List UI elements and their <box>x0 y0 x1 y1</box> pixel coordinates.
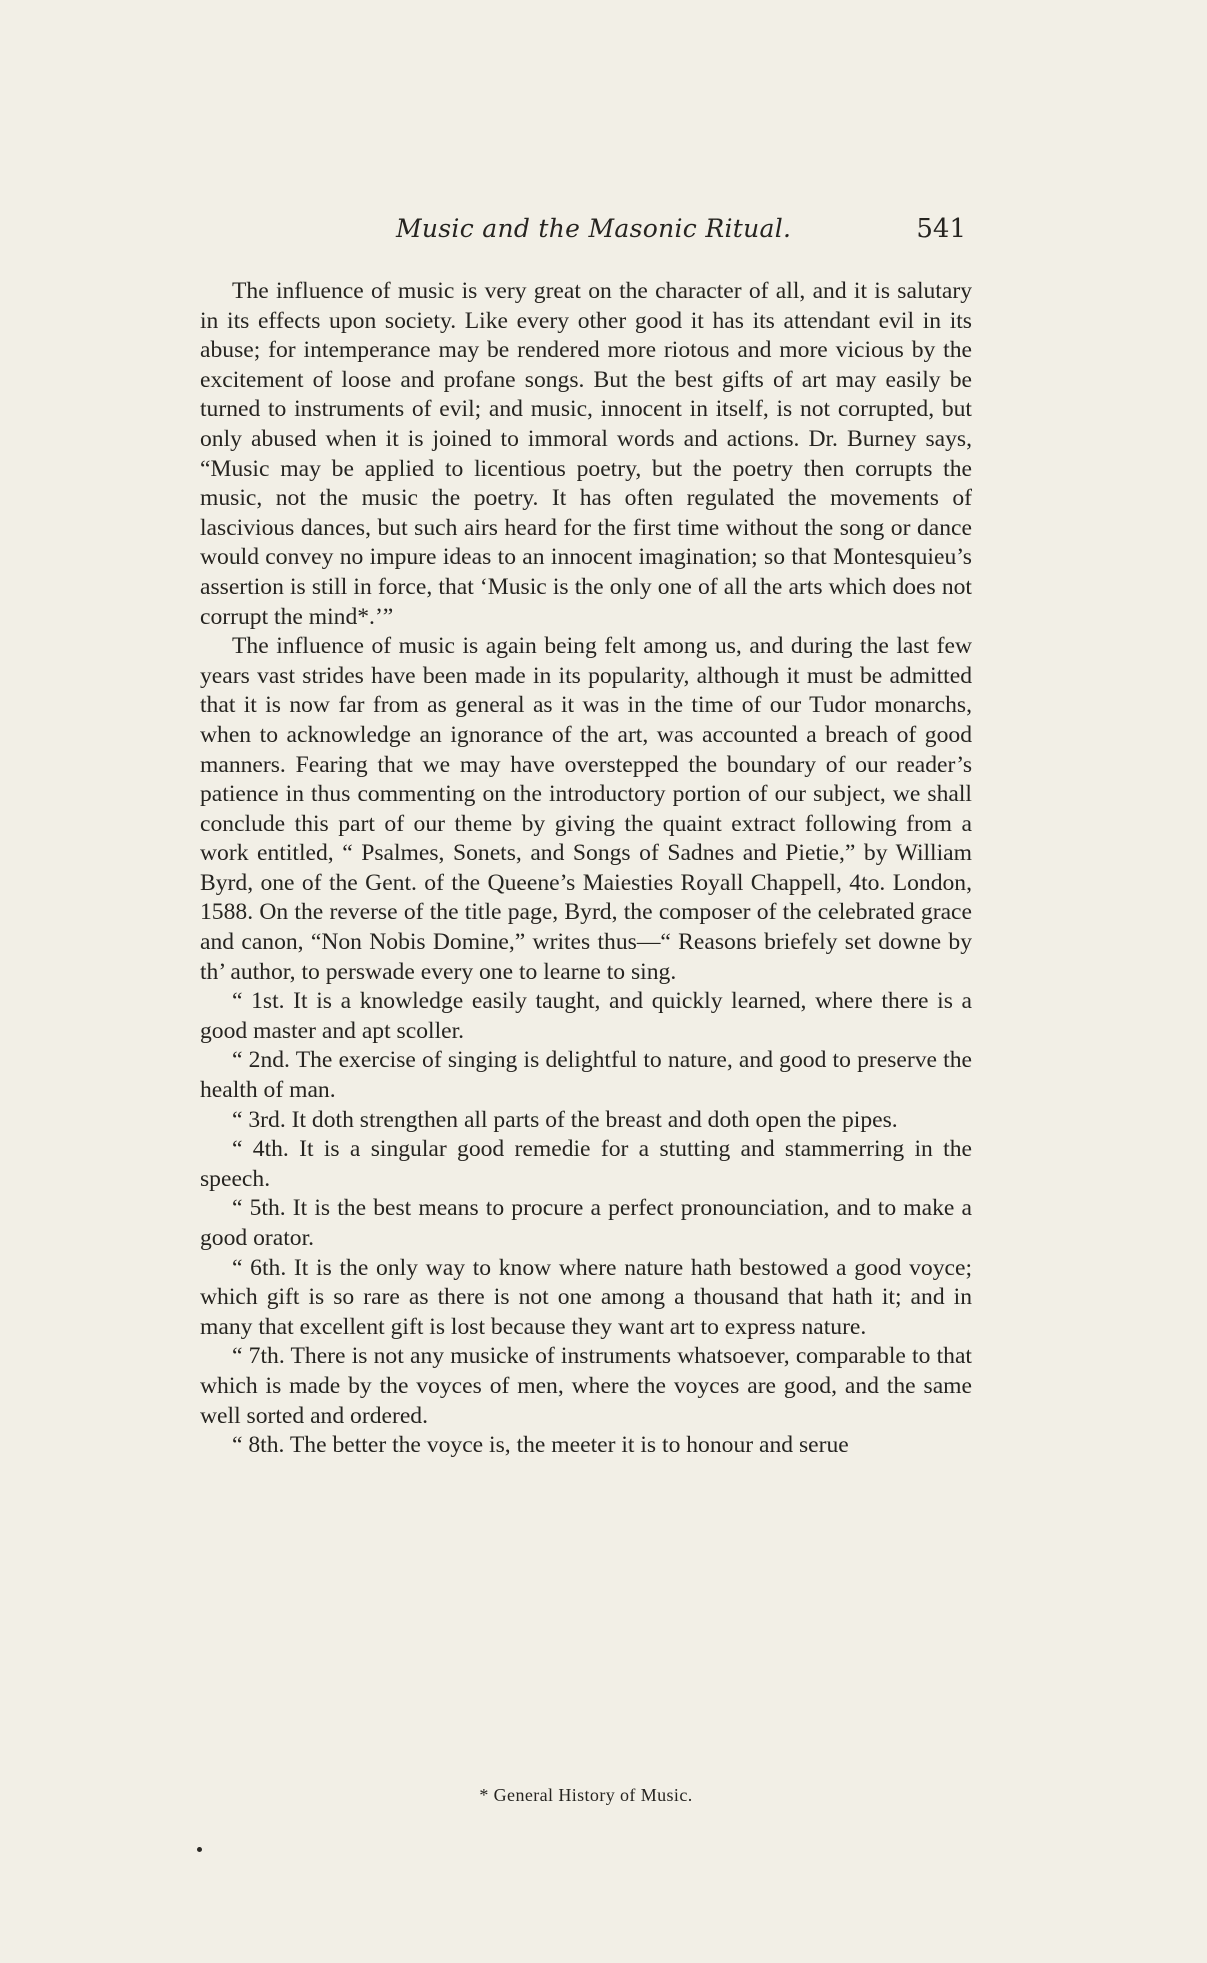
running-head <box>396 214 966 254</box>
list-item: “ 7th. There is not any musicke of instruments whatsoever, comparable to that which is made by the voyces of men, where the voyces are good, and the same well sorted and ordered. <box>200 1343 972 1429</box>
list-item: “ 6th. It is the only way to know where nature hath bestowed a good voyce; which gift is so rare as there is not one among a thousand that hath it; and in many that excellent gift is lost because they want art to express nature. <box>200 1254 972 1340</box>
body-text <box>200 277 972 1461</box>
list-item: “ 2nd. The exercise of singing is delightful to nature, and good to preserve the health of man. <box>200 1047 972 1104</box>
list-item: “ 8th. The better the voyce is, the meeter it is to honour and serue <box>232 1432 849 1459</box>
page-number: 541 <box>916 214 966 244</box>
paragraph: The influence of music is again being felt among us, and during the last few years vast strides have been made in its popularity, although it must be admitted that it is now far from as general as it was in the time of our Tudor monarchs, when to acknowledge an ignorance of the art, was accounted a breach of good manners. Fearing that we may have overstepped the boundary of our reader’s patience in thus commenting on the introductory portion of our subject, we shall conclude this part of our theme by giving the quaint extract following from a work entitled, “ Psalmes, Sonets, and Songs of Sadnes and Pietie,” by William Byrd, one of the Gent. of the Queene’s Maiesties Royall Chappell, 4to. London, 1588. On the reverse of the title page, Byrd, the composer of the celebrated grace and canon, “Non Nobis Domine,” writes thus—“ Reasons briefely set downe by th’ author, to perswade every one to learne to sing. <box>200 633 972 985</box>
list-item: “ 1st. It is a knowledge easily taught, and quickly learned, where there is a good master and apt scoller. <box>200 988 972 1044</box>
list-item: “ 5th. It is the best means to procure a perfect pronounciation, and to make a good orator. <box>200 1195 972 1251</box>
list-item: “ 4th. It is a singular good remedie for a stutting and stammerring in the speech. <box>200 1136 972 1192</box>
footnote: * General History of Music. <box>479 1785 693 1805</box>
list-item: “ 3rd. It doth strengthen all parts of the breast and doth open the pipes. <box>232 1106 898 1133</box>
paragraph: The influence of music is very great on the character of all, and it is salutary in its effects upon society. Like every other good it has its attendant evil in its abuse; for intemperance may be rendered more riotous and more vicious by the excitement of loose and profane songs. But the best gifts of art may easily be turned to instruments of evil; and music, innocent in itself, is not corrupted, but only abused when it is joined to immoral words and actions. Dr. Burney says, “Music may be applied to licentious poetry, but the poetry then corrupts the music, not the music the poetry. It has often regulated the movements of lascivious dances, but such airs heard for the first time without the song or dance would convey no impure ideas to an innocent imagination; so that Montesquieu’s assertion is still in force, that ‘Music is the only one of all the arts which does not corrupt the mind*.’” <box>200 278 972 630</box>
running-title: Music and the Masonic Ritual. <box>396 214 792 243</box>
ink-speck <box>197 1847 202 1852</box>
